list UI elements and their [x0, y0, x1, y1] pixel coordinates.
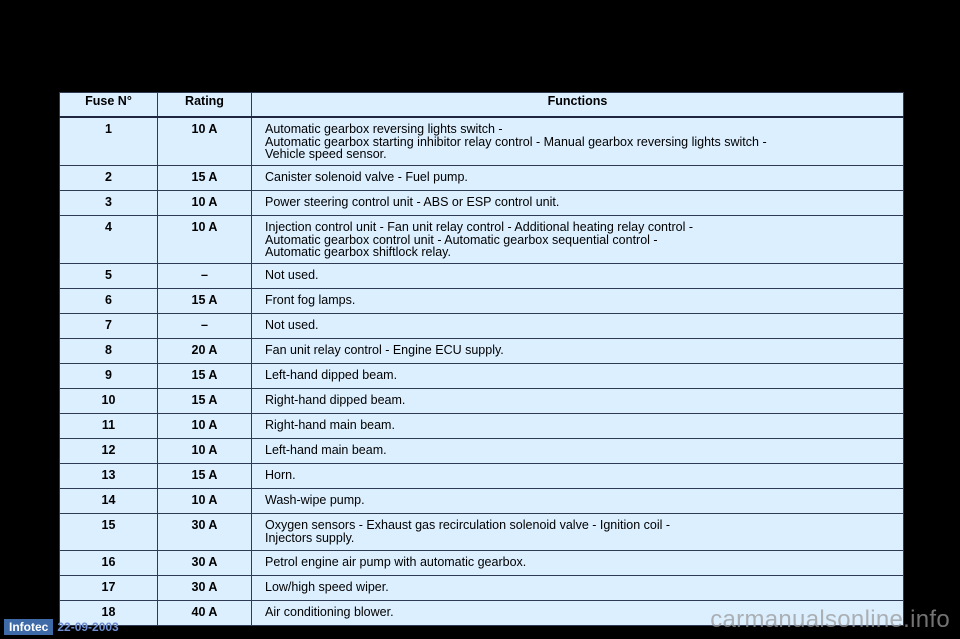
- fuse-number: 4: [60, 216, 158, 264]
- fuse-number: 3: [60, 191, 158, 216]
- fuse-row: [60, 339, 904, 364]
- fuse-table-body: [60, 117, 904, 626]
- fuse-functions: [252, 289, 904, 314]
- function-line: Right-hand main beam.: [265, 418, 395, 432]
- fuse-functions: [252, 264, 904, 289]
- fuse-number: 15: [60, 514, 158, 551]
- fuse-row: [60, 264, 904, 289]
- fuse-table: [59, 92, 904, 626]
- fuse-number: 10: [60, 389, 158, 414]
- fuse-number-header: Fuse N°: [60, 93, 158, 118]
- fuse-row: [60, 514, 904, 551]
- function-line: Oxygen sensors - Exhaust gas recirculation solenoid valve - Ignition coil -: [265, 518, 671, 532]
- fuse-number: 1: [60, 117, 158, 166]
- fuse-rating: 15 A: [158, 364, 252, 389]
- function-line: Left-hand main beam.: [265, 443, 387, 457]
- fuse-rating: 10 A: [158, 117, 252, 166]
- fuse-functions: [252, 414, 904, 439]
- fuse-number: 8: [60, 339, 158, 364]
- fuse-number: 6: [60, 289, 158, 314]
- fuse-functions: [252, 389, 904, 414]
- function-line: Automatic gearbox reversing lights switch -: [265, 122, 503, 136]
- fuse-rating: 10 A: [158, 489, 252, 514]
- fuse-row: [60, 414, 904, 439]
- fuse-functions: [252, 551, 904, 576]
- functions-header: Functions: [252, 93, 904, 118]
- fuse-table-header: [60, 93, 904, 118]
- fuse-number: 14: [60, 489, 158, 514]
- function-line: Automatic gearbox control unit - Automatic gearbox sequential control -: [265, 232, 658, 247]
- fuse-functions: [252, 166, 904, 191]
- fuse-functions: [252, 117, 904, 166]
- fuse-row: [60, 314, 904, 339]
- fuse-functions: [252, 514, 904, 551]
- fuse-number: 7: [60, 314, 158, 339]
- fuse-number: 2: [60, 166, 158, 191]
- header-row: [60, 93, 904, 118]
- function-line: Canister solenoid valve - Fuel pump.: [265, 170, 468, 184]
- fuse-row: [60, 216, 904, 264]
- fuse-number: 12: [60, 439, 158, 464]
- footer-date: 22-09-2003: [57, 620, 119, 634]
- fuse-row: [60, 166, 904, 191]
- function-line: Power steering control unit - ABS or ESP control unit.: [265, 195, 560, 209]
- fuse-row: [60, 551, 904, 576]
- fuse-rating: 30 A: [158, 551, 252, 576]
- fuse-rating: 30 A: [158, 576, 252, 601]
- infotec-badge: Infotec: [4, 619, 53, 635]
- site-watermark: carmanualsonline.info: [710, 606, 950, 633]
- fuse-functions: [252, 576, 904, 601]
- fuse-functions: [252, 439, 904, 464]
- fuse-functions: [252, 489, 904, 514]
- function-line: Right-hand dipped beam.: [265, 393, 406, 407]
- function-line: Wash-wipe pump.: [265, 493, 365, 507]
- function-line: Automatic gearbox shiftlock relay.: [265, 245, 451, 260]
- function-line: Not used.: [265, 318, 319, 332]
- fuse-rating: 15 A: [158, 166, 252, 191]
- fuse-rating: 10 A: [158, 216, 252, 264]
- fuse-number: 18: [60, 601, 158, 626]
- fuse-rating: 15 A: [158, 464, 252, 489]
- fuse-rating: 20 A: [158, 339, 252, 364]
- fuse-rating: 10 A: [158, 414, 252, 439]
- fuse-rating: –: [158, 264, 252, 289]
- fuse-rating: 10 A: [158, 191, 252, 216]
- function-line: Injection control unit - Fan unit relay control - Additional heating relay control -: [265, 220, 694, 234]
- fuse-rating: 15 A: [158, 389, 252, 414]
- fuse-number: 17: [60, 576, 158, 601]
- function-line: Petrol engine air pump with automatic gearbox.: [265, 555, 527, 569]
- rating-header: Rating: [158, 93, 252, 118]
- function-line: Injectors supply.: [265, 530, 355, 545]
- function-line: Horn.: [265, 468, 296, 482]
- function-line: Air conditioning blower.: [265, 605, 394, 619]
- fuse-number: 16: [60, 551, 158, 576]
- fuse-row: [60, 389, 904, 414]
- function-line: Fan unit relay control - Engine ECU supply.: [265, 343, 504, 357]
- fuse-row: [60, 117, 904, 166]
- function-line: Vehicle speed sensor.: [265, 147, 387, 162]
- fuse-functions: [252, 464, 904, 489]
- fuse-functions: [252, 216, 904, 264]
- fuse-row: [60, 439, 904, 464]
- function-line: Low/high speed wiper.: [265, 580, 389, 594]
- fuse-functions: [252, 364, 904, 389]
- fuse-rating: –: [158, 314, 252, 339]
- fuse-rating: 30 A: [158, 514, 252, 551]
- page-footer: [4, 619, 119, 635]
- fuse-row: [60, 489, 904, 514]
- function-line: Front fog lamps.: [265, 293, 356, 307]
- fuse-rating: 15 A: [158, 289, 252, 314]
- fuse-row: [60, 289, 904, 314]
- fuse-rating: 40 A: [158, 601, 252, 626]
- fuse-number: 9: [60, 364, 158, 389]
- fuse-number: 5: [60, 264, 158, 289]
- function-line: Not used.: [265, 268, 319, 282]
- fuse-functions: [252, 191, 904, 216]
- fuse-row: [60, 191, 904, 216]
- fuse-row: [60, 364, 904, 389]
- fuse-functions: [252, 339, 904, 364]
- fuse-rating: 10 A: [158, 439, 252, 464]
- function-line: Automatic gearbox starting inhibitor relay control - Manual gearbox reversing lights switch -: [265, 134, 767, 149]
- fuse-row: [60, 464, 904, 489]
- fuse-number: 13: [60, 464, 158, 489]
- fuse-row: [60, 576, 904, 601]
- function-line: Left-hand dipped beam.: [265, 368, 398, 382]
- fuse-functions: [252, 314, 904, 339]
- fuse-number: 11: [60, 414, 158, 439]
